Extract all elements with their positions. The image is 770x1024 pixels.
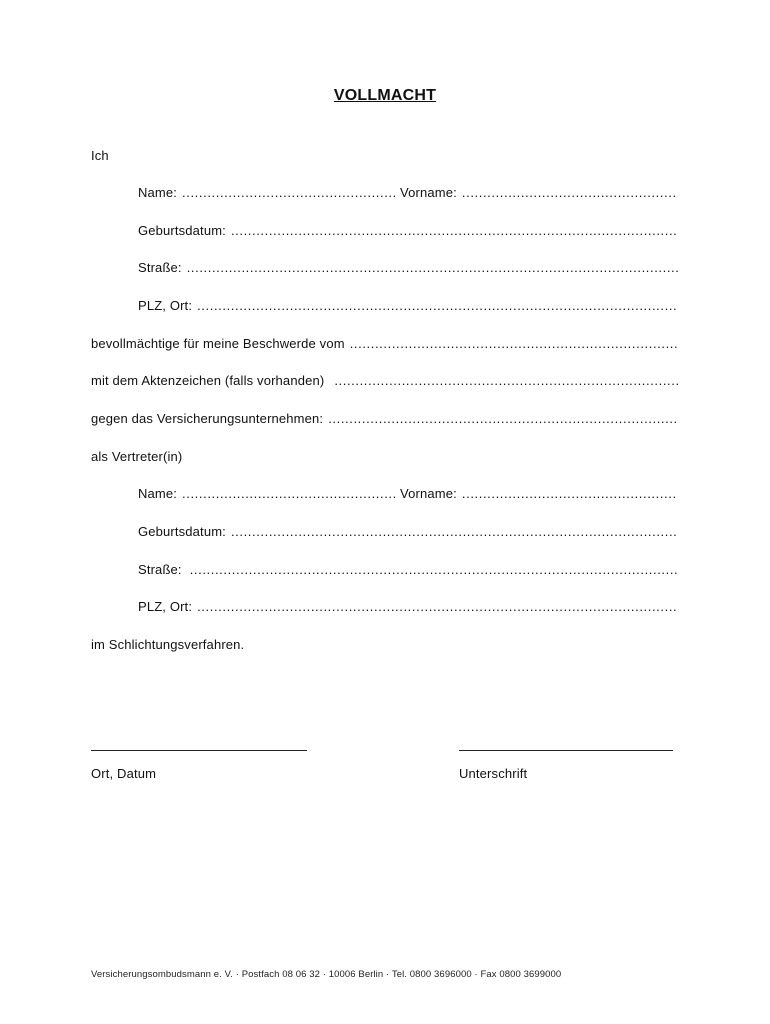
representative-intro: als Vertreter(in): [91, 449, 183, 464]
principal-street-row[interactable]: [138, 260, 678, 276]
principal-city-label: PLZ, Ort:: [138, 298, 193, 313]
footer-address: Versicherungsombudsmann e. V. · Postfach 08 06 32 · 10006 Berlin · Tel. 0800 3696000 · Fax 0800 3699000: [91, 969, 562, 980]
place-date-line[interactable]: [91, 750, 307, 751]
signature-line[interactable]: [459, 750, 673, 751]
principal-vorname-label: Vorname:: [400, 185, 457, 200]
document-title: VOLLMACHT: [333, 87, 437, 104]
rep-street-label: Straße:: [138, 562, 182, 577]
rep-name-label: Name:: [138, 486, 178, 501]
principal-city-field[interactable]: [197, 298, 678, 314]
insurer-row[interactable]: [91, 411, 678, 427]
rep-city-row[interactable]: [138, 599, 678, 615]
complaint-date-row[interactable]: [91, 336, 678, 352]
file-number-row[interactable]: [91, 373, 678, 389]
rep-name-row[interactable]: [138, 486, 678, 502]
rep-vorname-label: Vorname:: [400, 486, 457, 501]
rep-street-field[interactable]: [190, 562, 678, 578]
closing-text: im Schlichtungsverfahren.: [91, 637, 245, 652]
rep-name-field[interactable]: [182, 486, 397, 502]
principal-name-field[interactable]: [182, 185, 397, 201]
signature-label: Unterschrift: [459, 766, 528, 781]
insurer-label: gegen das Versicherungsunternehmen:: [91, 411, 324, 426]
rep-street-row[interactable]: [138, 562, 678, 578]
complaint-date-field[interactable]: [350, 336, 678, 352]
place-date-label: Ort, Datum: [91, 766, 157, 781]
rep-city-field[interactable]: [197, 599, 678, 615]
file-number-label: mit dem Aktenzeichen (falls vorhanden): [91, 373, 325, 388]
intro-text: Ich: [91, 148, 109, 163]
principal-street-label: Straße:: [138, 260, 182, 275]
principal-city-row[interactable]: [138, 298, 678, 314]
principal-name-row[interactable]: [138, 185, 678, 201]
principal-vorname-field[interactable]: [462, 185, 678, 201]
rep-birth-field[interactable]: [231, 524, 678, 540]
file-number-field[interactable]: [334, 373, 678, 389]
insurer-field[interactable]: [328, 411, 678, 427]
rep-birth-label: Geburtsdatum:: [138, 524, 226, 539]
complaint-date-label: bevollmächtige für meine Beschwerde vom: [91, 336, 345, 351]
principal-name-label: Name:: [138, 185, 178, 200]
principal-birth-row[interactable]: [138, 223, 678, 239]
principal-birth-label: Geburtsdatum:: [138, 223, 226, 238]
rep-birth-row[interactable]: [138, 524, 678, 540]
principal-street-field[interactable]: [187, 260, 678, 276]
principal-birth-field[interactable]: [231, 223, 678, 239]
rep-city-label: PLZ, Ort:: [138, 599, 193, 614]
rep-vorname-field[interactable]: [462, 486, 678, 502]
